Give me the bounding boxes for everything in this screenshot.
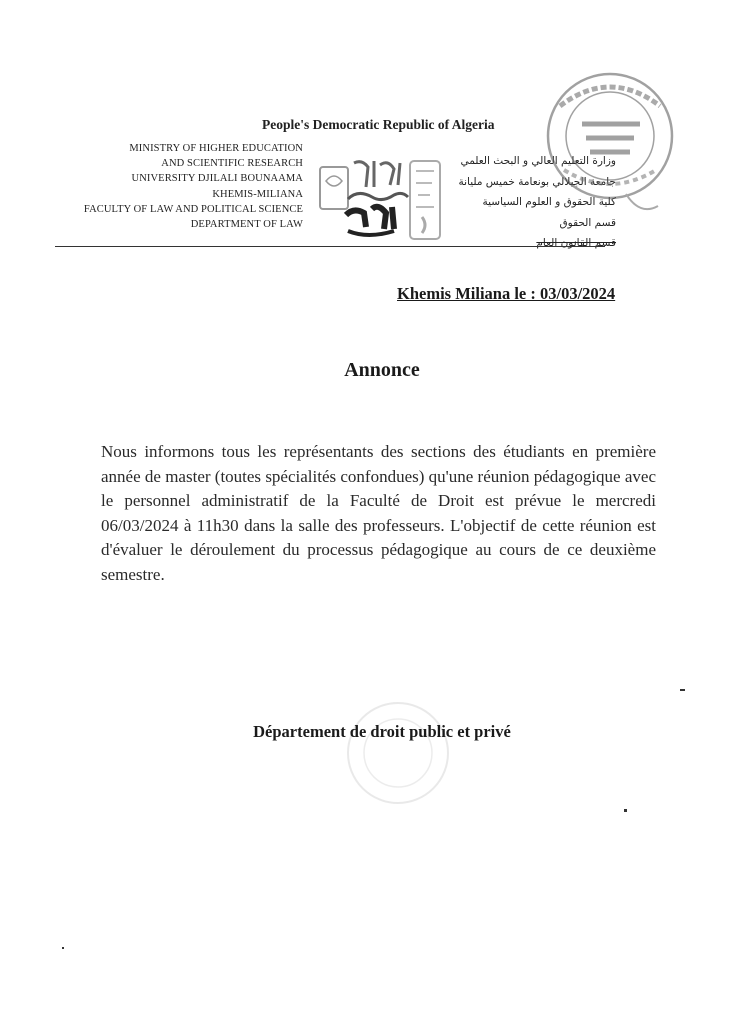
- department-signature: Département de droit public et privé: [253, 722, 511, 741]
- university-logo: [318, 157, 446, 245]
- institution-block-fr: [43, 141, 303, 232]
- official-stamp: [530, 66, 690, 231]
- ar-ministry-line: وزارة التعليم العالي و البحث العلمي: [460, 155, 616, 167]
- ministry-line-1: MINISTRY OF HIGHER EDUCATION: [129, 143, 303, 154]
- ar-faculty-line: كلية الحقوق و العلوم السياسية: [482, 196, 616, 208]
- header-divider: [55, 246, 605, 247]
- scan-speck: [62, 947, 64, 949]
- announcement-body: Nous informons tous les représentants des sections des étudiants en première année de master (toutes spécialités confondues) qu'une réunion pédagogique avec le personnel administratif de la Faculté de Droit est prévue le mercredi 06/03/2024 à 11h30 dans la salle des professeurs. L'objectif de cette réunion est d'évaluer le déroulement du processus pédagogique au cours de ce deuxième semestre.: [101, 442, 656, 584]
- scan-speck: [680, 689, 685, 691]
- country-name: People's Democratic Republic of Algeria: [262, 117, 495, 132]
- ministry-line-2: AND SCIENTIFIC RESEARCH: [161, 158, 303, 170]
- ar-department-line: قسم الحقوق: [559, 216, 616, 229]
- date-line: Khemis Miliana le : 03/03/2024: [397, 284, 616, 303]
- faint-stamp: [318, 698, 478, 808]
- faculty-line: FACULTY OF LAW AND POLITICAL SCIENCE: [83, 203, 303, 215]
- scan-speck: [624, 809, 627, 812]
- department-line: DEPARTMENT OF LAW: [190, 219, 303, 231]
- ar-university-line: جامعة الجيلالي بونعامة خميس مليانة: [458, 175, 616, 188]
- city-line: KHEMIS-MILIANA: [212, 188, 303, 200]
- university-line: UNIVERSITY DJILALI BOUNAAMA: [131, 173, 303, 185]
- ar-public-law-line: قسم القانون العام: [536, 237, 616, 249]
- page-title: Annonce: [344, 359, 420, 381]
